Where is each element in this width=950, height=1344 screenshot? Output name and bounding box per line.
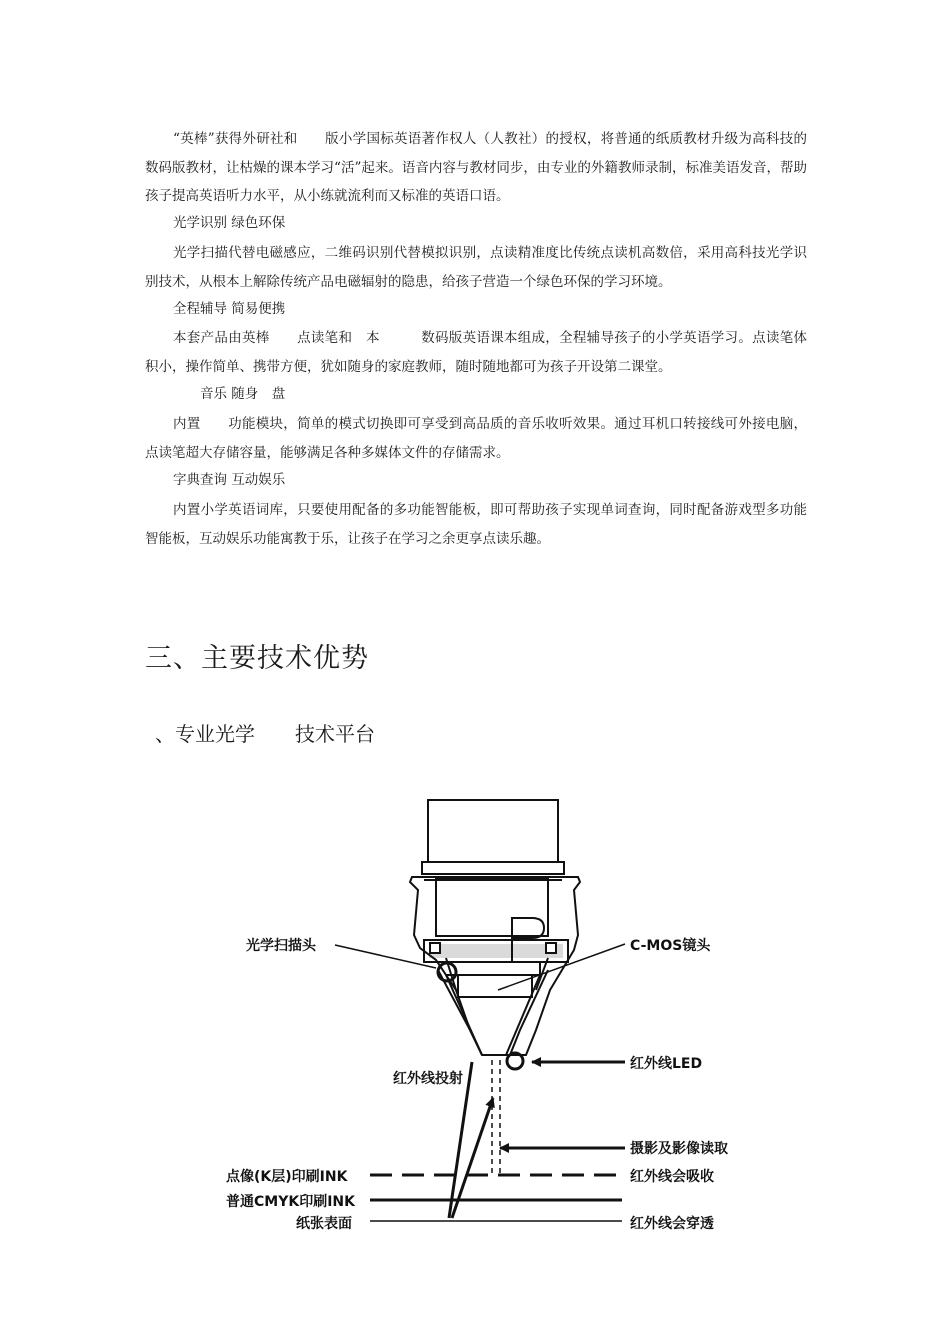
subsection-heading: 、专业光学 技术平台 [155, 722, 375, 746]
paragraph-music: 内置 功能模块，简单的模式切换即可享受到高品质的音乐收听效果。通过耳机口转接线可外接电脑，点读笔超大存储容量，能够满足各种多媒体文件的存储需求。 [145, 416, 807, 461]
paragraph-guidance: 本套产品由英棒 点读笔和 本 数码版英语课本组成，全程辅导孩子的小学英语学习。点读笔体积小，操作简单、携带方便，犹如随身的家庭教师，随时随地都可为孩子开设第二课堂。 [145, 330, 807, 375]
pen-body [410, 800, 580, 1055]
paragraph-optical: 光学扫描代替电磁感应，二维码识别代替模拟识别，点读精准度比传统点读机高数倍，采用高科技光学识别技术，从根本上解除传统产品电磁辐射的隐患，给孩子营造一个绿色环保的学习环境。 [145, 245, 807, 290]
label-dot-ink: 点像(K层)印刷INK [226, 1169, 348, 1185]
label-penetrate: 红外线会穿透 [630, 1216, 714, 1232]
label-cmos: C-MOS镜头 [630, 938, 711, 954]
label-ir-projection: 红外线投射 [393, 1071, 463, 1087]
subtitle-guidance: 全程辅导 简易便携 [173, 301, 286, 317]
label-absorb: 红外线会吸收 [630, 1169, 714, 1185]
subtitle-dictionary: 字典查询 互动娱乐 [173, 472, 286, 488]
label-capture: 摄影及影像读取 [630, 1141, 728, 1157]
label-ir-led: 红外线LED [630, 1056, 703, 1072]
paragraph-intro: “英棒”获得外研社和 版小学国标英语著作权人（人教社）的授权，将普通的纸质教材升级为高科技的数码版教材，让枯燥的课本学习“活”起来。语音内容与教材同步，由专业的外籍教师录制，标准美语发音，帮助孩子提高英语听力水平，从小练就流利而又标准的英语口语。 [145, 131, 807, 204]
subtitle-optical: 光学识别 绿色环保 [173, 215, 286, 231]
subtitle-music: 音乐 随身 盘 [173, 386, 286, 402]
label-cmyk-ink: 普通CMYK印刷INK [226, 1194, 355, 1210]
label-scan-head: 光学扫描头 [246, 938, 316, 954]
section-heading: 三、主要技术优势 [145, 643, 369, 674]
paragraph-dictionary: 内置小学英语词库，只要使用配备的多功能智能板，即可帮助孩子实现单词查询，同时配备游戏型多功能智能板，互动娱乐功能寓教于乐，让孩子在学习之余更享点读乐趣。 [145, 502, 807, 547]
label-paper: 纸张表面 [296, 1216, 352, 1232]
